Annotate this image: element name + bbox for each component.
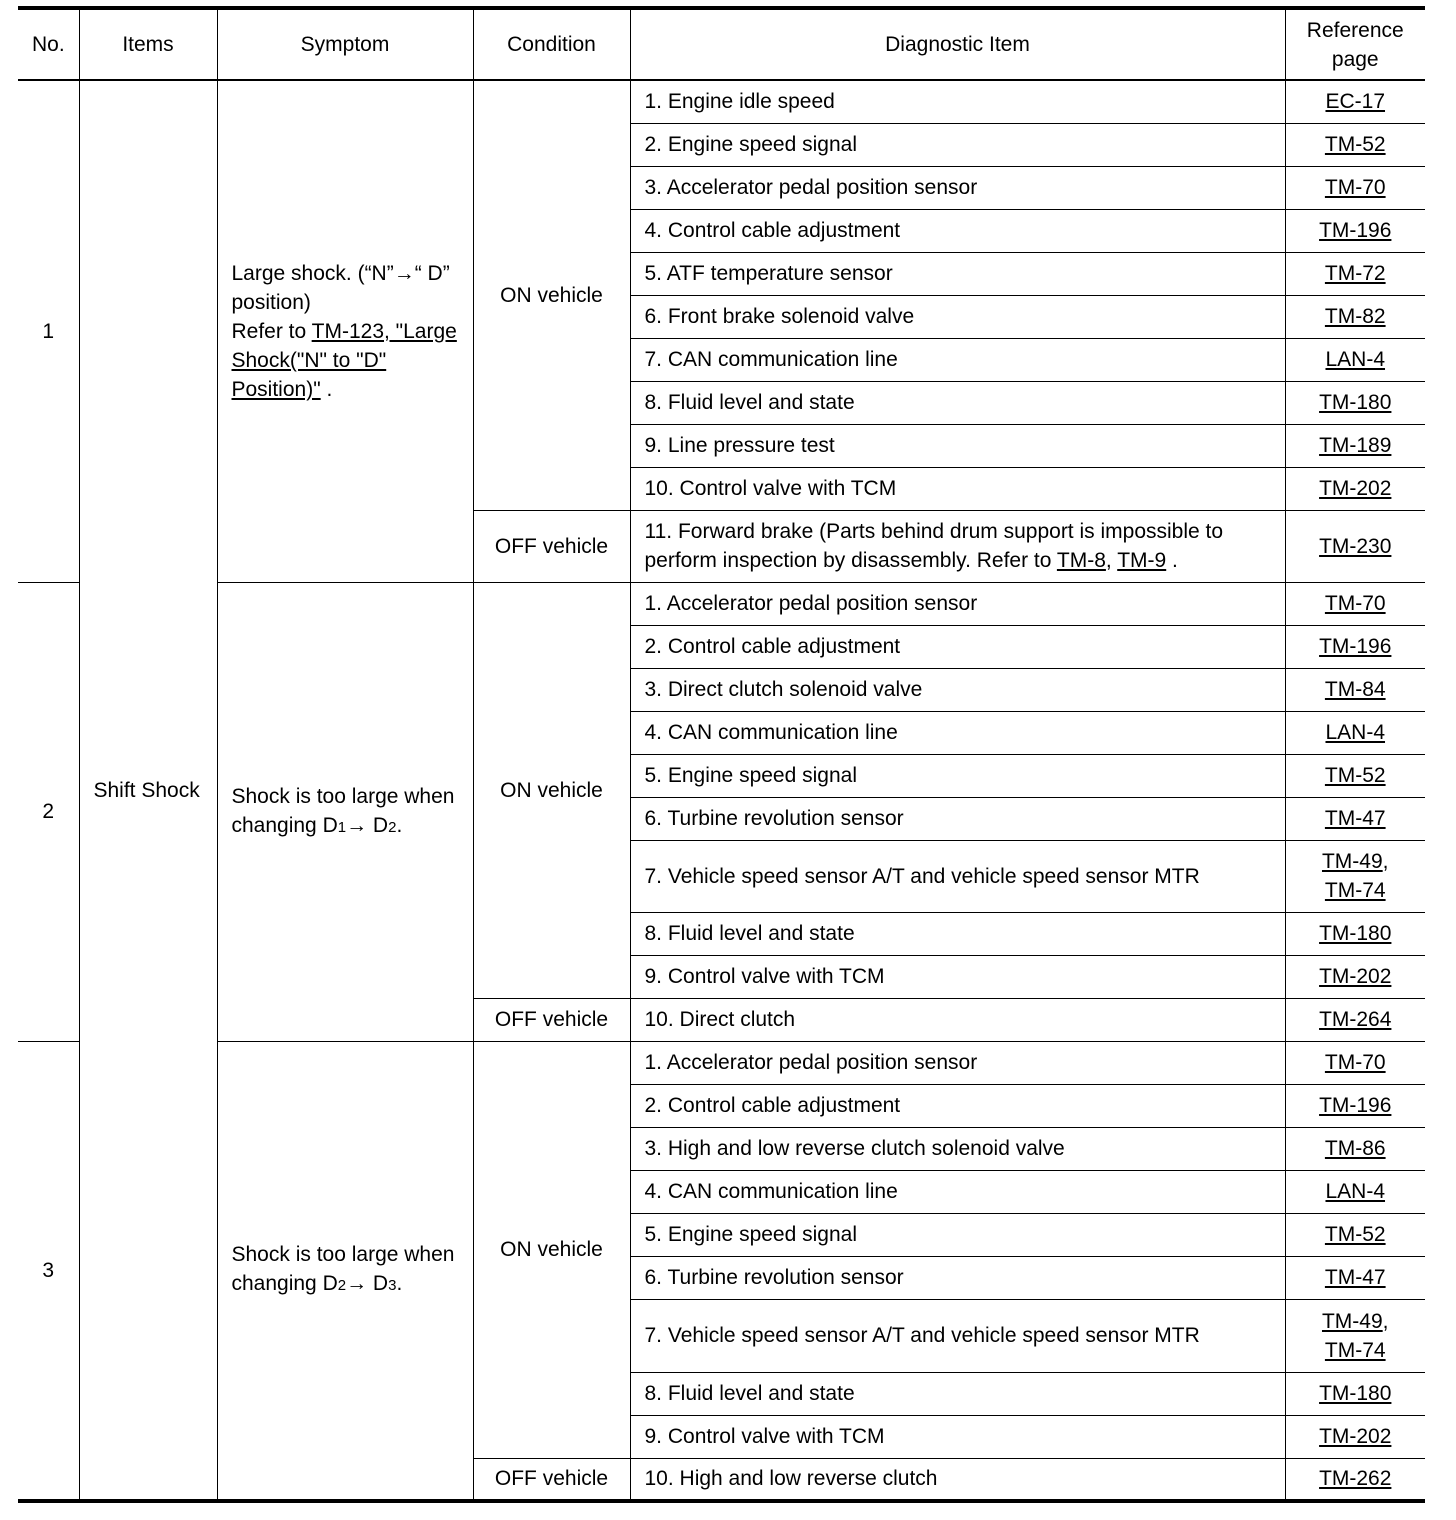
reference-link[interactable]: LAN-4 — [1325, 721, 1386, 744]
diagnostic-item: 3. Direct clutch solenoid valve — [630, 668, 1285, 711]
table-row: 7. Vehicle speed sensor A/T and vehicle speed sensor MTR TM-49, TM-74 — [18, 1299, 1425, 1372]
diagnostic-item: 9. Line pressure test — [630, 424, 1285, 467]
condition-on-vehicle: ON vehicle — [473, 1041, 630, 1458]
symptom-subscript: 2 — [337, 1277, 347, 1295]
reference-link[interactable]: TM-196 — [1319, 219, 1392, 242]
condition-off-vehicle: OFF vehicle — [473, 1458, 630, 1501]
diagnostic-item: 9. Control valve with TCM — [630, 955, 1285, 998]
reference-link[interactable]: TM-202 — [1319, 477, 1392, 500]
diagnostic-item: 6. Front brake solenoid valve — [630, 295, 1285, 338]
reference-link[interactable]: TM-47 — [1324, 1266, 1386, 1289]
diagnostic-item: 8. Fluid level and state — [630, 381, 1285, 424]
reference-link[interactable]: TM-180 — [1319, 922, 1392, 945]
diagnostic-item: 4. CAN communication line — [630, 711, 1285, 754]
condition-on-vehicle: ON vehicle — [473, 582, 630, 998]
symptom-refer-text: Refer to — [231, 319, 312, 343]
reference-link[interactable]: TM-52 — [1324, 133, 1386, 156]
reference-link[interactable]: TM-74 — [1324, 1338, 1386, 1362]
reference-link[interactable]: TM-180 — [1319, 391, 1392, 414]
diagnostic-item: 1. Accelerator pedal position sensor — [630, 582, 1285, 625]
reference-link[interactable]: TM-202 — [1319, 965, 1392, 988]
row-number: 3 — [18, 1041, 79, 1501]
diagnostic-item: 4. Control cable adjustment — [630, 209, 1285, 252]
reference-link[interactable]: TM-70 — [1324, 1051, 1386, 1074]
condition-off-vehicle: OFF vehicle — [473, 998, 630, 1041]
condition-off-vehicle: OFF vehicle — [473, 510, 630, 582]
diagnostic-item-suffix: . — [1166, 549, 1178, 572]
reference-link[interactable]: TM-180 — [1319, 1382, 1392, 1405]
diagnostic-item: 1. Engine idle speed — [630, 80, 1285, 123]
symptom-text: Shock is too large when changing D — [231, 784, 455, 837]
diagnostic-item: 10. High and low reverse clutch — [630, 1458, 1285, 1501]
symptom-end: . — [396, 1272, 403, 1296]
reference-link[interactable]: TM-189 — [1319, 434, 1392, 457]
reference-link[interactable]: TM-264 — [1319, 1008, 1392, 1031]
table-row — [18, 1041, 1425, 1084]
diagnostic-item: 3. Accelerator pedal position sensor — [630, 166, 1285, 209]
reference-link[interactable]: TM-196 — [1319, 1094, 1392, 1117]
reference-link[interactable]: TM-84 — [1324, 678, 1386, 701]
reference-link[interactable]: TM-262 — [1319, 1467, 1392, 1491]
diagnostic-item: 6. Turbine revolution sensor — [630, 797, 1285, 840]
link-separator: , — [1105, 549, 1118, 572]
diagnostic-item: 10. Control valve with TCM — [630, 467, 1285, 510]
symptom-end: . — [396, 813, 403, 837]
reference-link[interactable]: TM-202 — [1319, 1425, 1392, 1448]
condition-on-vehicle: ON vehicle — [473, 80, 630, 510]
symptom-cell — [217, 582, 473, 1041]
diagnostic-item-off-vehicle — [630, 510, 1285, 582]
symptom-cell — [217, 1041, 473, 1501]
diagnosis-table — [18, 6, 1425, 1503]
diagnostic-item: 9. Control valve with TCM — [630, 1415, 1285, 1458]
header-items: Items — [79, 8, 217, 80]
inline-reference-link[interactable]: TM-8 — [1056, 549, 1106, 572]
symptom-text: Shock is too large when changing D — [231, 1243, 455, 1296]
reference-link[interactable]: EC-17 — [1325, 90, 1386, 114]
symptom-arrow: → D — [346, 813, 389, 837]
diagnostic-item: 5. ATF temperature sensor — [630, 252, 1285, 295]
header-diagnostic-item: Diagnostic Item — [630, 8, 1285, 80]
symptom-cell — [217, 80, 473, 582]
header-no: No. — [18, 8, 79, 80]
header-row — [18, 8, 1425, 80]
table-row: 7. Vehicle speed sensor A/T and vehicle speed sensor MTR TM-49, TM-74 — [18, 840, 1425, 912]
reference-link[interactable]: LAN-4 — [1325, 348, 1386, 371]
reference-link[interactable]: TM-230 — [1319, 534, 1392, 558]
reference-link[interactable]: TM-70 — [1324, 176, 1386, 199]
symptom-subscript: 3 — [388, 1277, 397, 1295]
symptom-subscript: 1 — [337, 818, 347, 836]
reference-link[interactable]: TM-82 — [1324, 305, 1386, 328]
table-row — [18, 80, 1425, 123]
diagnostic-item: 2. Control cable adjustment — [630, 625, 1285, 668]
diagnostic-item: 1. Accelerator pedal position sensor — [630, 1041, 1285, 1084]
diagnostic-item: 3. High and low reverse clutch solenoid valve — [630, 1127, 1285, 1170]
reference-link[interactable]: TM-196 — [1319, 635, 1392, 658]
diagnostic-item-text: 11. Forward brake (Parts behind drum support is impossible to perform inspection by disassembly. Refer to — [644, 520, 1224, 572]
reference-link[interactable]: TM-74 — [1324, 879, 1386, 902]
reference-link[interactable]: TM-52 — [1324, 1223, 1386, 1246]
symptom-reference-link[interactable]: TM-123, "Large Shock("N" to "D" Position)" — [231, 319, 457, 401]
reference-link[interactable]: TM-52 — [1324, 764, 1386, 787]
diagnostic-item: 2. Engine speed signal — [630, 123, 1285, 166]
reference-link[interactable]: TM-72 — [1324, 262, 1386, 285]
reference-link[interactable]: LAN-4 — [1325, 1180, 1386, 1203]
diagnostic-item: 8. Fluid level and state — [630, 1372, 1285, 1415]
diagnostic-item: 7. Vehicle speed sensor A/T and vehicle speed sensor MTR — [630, 1299, 1285, 1372]
header-condition: Condition — [473, 8, 630, 80]
diagnostic-item: 5. Engine speed signal — [630, 754, 1285, 797]
items-label: Shift Shock — [79, 80, 217, 1501]
symptom-suffix: . — [320, 377, 333, 401]
symptom-text: Large shock. (“N”→“ D” position) — [231, 261, 450, 314]
row-number: 1 — [18, 80, 79, 582]
diagnostic-item: 7. Vehicle speed sensor A/T and vehicle speed sensor MTR — [630, 840, 1285, 912]
reference-link[interactable]: TM-49 — [1321, 1309, 1383, 1333]
row-number: 2 — [18, 582, 79, 1041]
reference-link[interactable]: TM-49 — [1321, 850, 1383, 873]
diagnostic-item: 2. Control cable adjustment — [630, 1084, 1285, 1127]
diagnostic-item: 7. CAN communication line — [630, 338, 1285, 381]
table-row — [18, 582, 1425, 625]
symptom-arrow: → D — [346, 1272, 389, 1296]
diagnostic-item: 6. Turbine revolution sensor — [630, 1256, 1285, 1299]
diagnostic-item: 4. CAN communication line — [630, 1170, 1285, 1213]
reference-link[interactable]: TM-86 — [1324, 1137, 1386, 1160]
header-reference-page: Reference page — [1285, 8, 1425, 80]
diagnostic-item: 8. Fluid level and state — [630, 912, 1285, 955]
inline-reference-link[interactable]: TM-9 — [1117, 549, 1167, 572]
reference-link[interactable]: TM-47 — [1324, 807, 1386, 830]
diagnostic-item: 10. Direct clutch — [630, 998, 1285, 1041]
header-symptom: Symptom — [217, 8, 473, 80]
reference-link[interactable]: TM-70 — [1324, 592, 1386, 615]
diagnostic-item: 5. Engine speed signal — [630, 1213, 1285, 1256]
symptom-subscript: 2 — [388, 818, 397, 836]
